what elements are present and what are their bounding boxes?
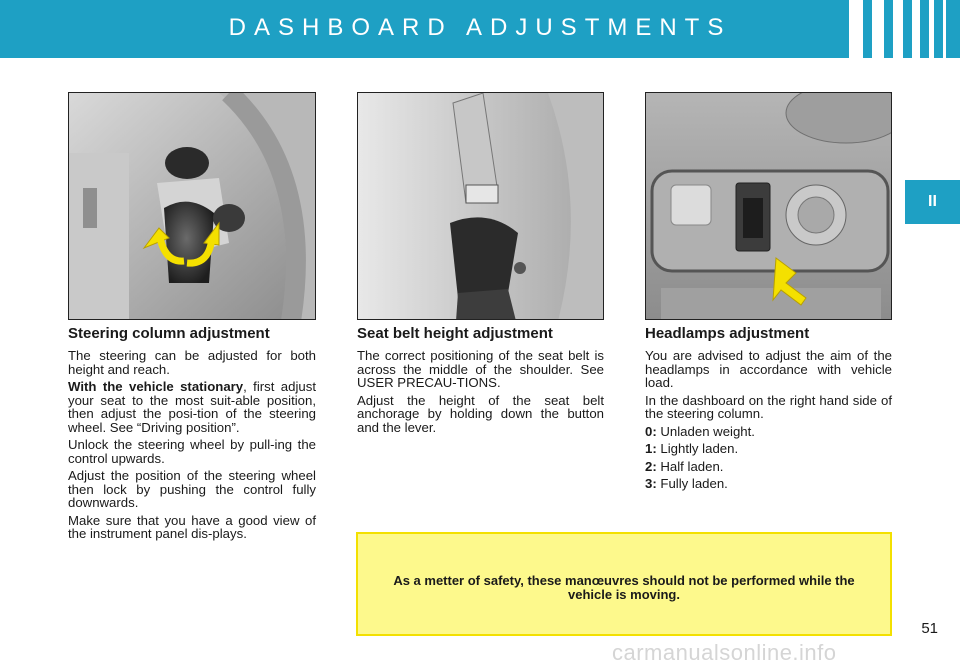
steering-paragraph-4: Adjust the position of the steering wheel then lock by pushing the control fully downwards. [68, 468, 316, 510]
page-number: 51 [921, 620, 938, 637]
chapter-tab[interactable]: II [905, 180, 960, 224]
seat-belt-heading: Seat belt height adjustment [357, 325, 553, 342]
headlamps-setting-1: 1: Lightly laden. [645, 441, 739, 456]
seat-belt-paragraph-1: The correct positioning of the seat belt is across the middle of the shoulder. See USER PRECAU-TIONS. [357, 348, 604, 390]
header-stripes-decoration [849, 0, 946, 58]
page-header [0, 0, 960, 58]
headlamps-paragraph-2: In the dashboard on the right hand side of the steering column. [645, 392, 892, 421]
headlamps-setting-0: 0: Unladen weight. [645, 423, 755, 439]
headlamps-control-photo [645, 92, 892, 320]
page-title: DASHBOARD ADJUSTMENTS [228, 14, 732, 41]
steering-paragraph-3: Unlock the steering wheel by pull-ing the control upwards. [68, 437, 316, 466]
safety-note-text: As a metter of safety, these manœuvres should not be performed while the vehicle is moving. [393, 573, 855, 602]
seat-belt-section [357, 325, 604, 438]
steering-paragraph-1: The steering can be adjusted for both height and reach. [68, 348, 316, 377]
seat-belt-photo [357, 92, 604, 320]
steering-column-section [68, 325, 316, 545]
steering-column-photo [68, 92, 316, 320]
headlamps-setting-2: 2: Half laden. [645, 458, 724, 474]
headlamps-heading: Headlamps adjustment [645, 325, 810, 342]
steering-column-heading: Steering column adjustment [68, 325, 270, 342]
watermark: carmanualsonline.info [612, 640, 837, 663]
safety-note-box [356, 532, 892, 636]
headlamps-paragraph-1: You are advised to adjust the aim of the headlamps in accordance with vehicle load. [645, 348, 892, 390]
steering-paragraph-5: Make sure that you have a good view of the instrument panel dis-plays. [68, 512, 316, 541]
headlamps-setting-3: 3: Fully laden. [645, 476, 728, 491]
steering-paragraph-2: With the vehicle stationary, first adjust your seat to the most suit-able position, then adjust the posi-tion of the steering wheel. See “Driving position”. [68, 379, 316, 435]
seat-belt-paragraph-2: Adjust the height of the seat belt anchorage by holding down the button and the lever. [357, 392, 604, 435]
headlamps-section [645, 325, 892, 495]
